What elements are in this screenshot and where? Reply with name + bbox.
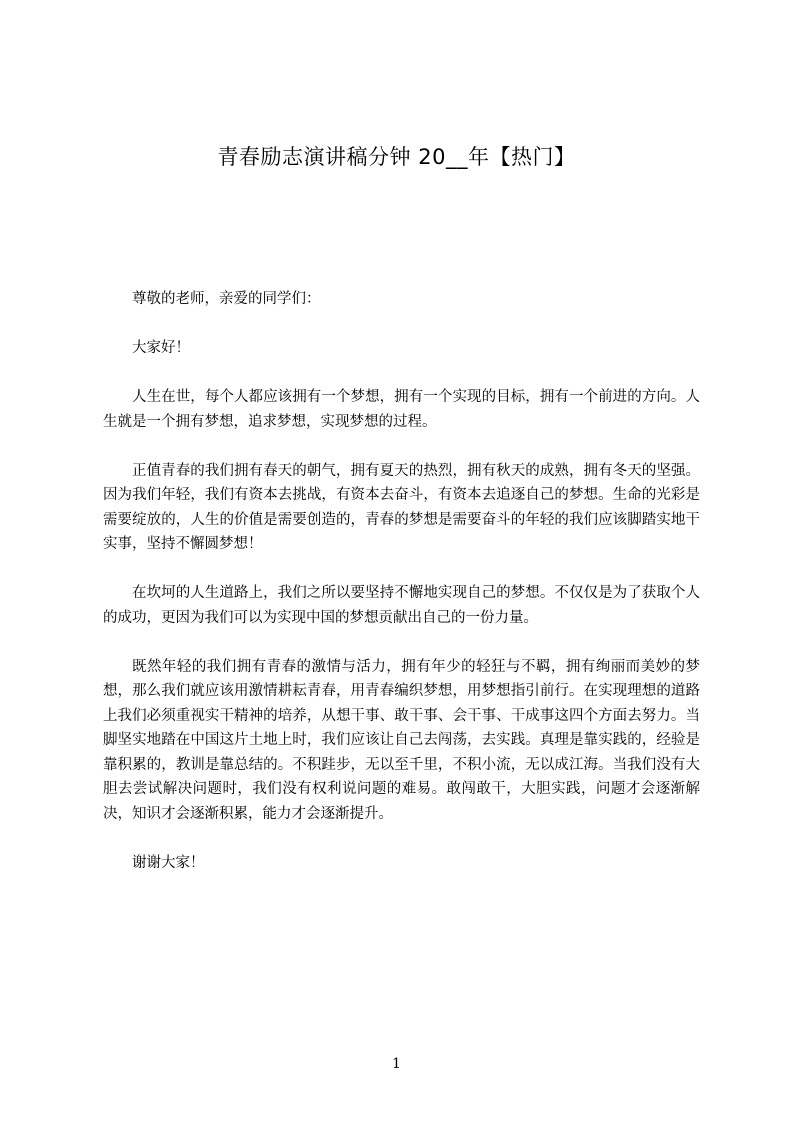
closing-line: 谢谢大家！ — [132, 854, 205, 871]
paragraph-3: 在坎坷的人生道路上，我们之所以要坚持不懈地实现自己的梦想。不仅仅是为了获取个人的成功，更因为我们可以为实现中国的梦想贡献出自己的一份力量。 — [103, 585, 700, 626]
salutation: 尊敬的老师，亲爱的同学们： — [132, 291, 321, 307]
paragraph-2: 正值青春的我们拥有春天的朝气，拥有夏天的热烈，拥有秋天的成熟，拥有冬天的坚强。因为我们年轻，我们有资本去挑战，有资本去奋斗，有资本去追逐自己的梦想。生命的光彩是需要绽放的，人生的价值是需要创造的，青春的梦想是需要奋斗的年轻的我们应该脚踏实地干实事，坚持不懈圆梦想！ — [103, 462, 700, 552]
greeting: 大家好！ — [132, 340, 190, 356]
page-title: 青春励志演讲稿分钟 20__年【热门】 — [217, 145, 576, 169]
speech-body — [103, 287, 700, 900]
paragraph-1: 人生在世，每个人都应该拥有一个梦想，拥有一个实现的目标，拥有一个前进的方向。人生就是一个拥有梦想，追求梦想，实现梦想的过程。 — [103, 389, 700, 430]
paragraph-4: 既然年轻的我们拥有青春的激情与活力，拥有年少的轻狂与不羁，拥有绚丽而美妙的梦想，那么我们就应该用激情耕耘青春，用青春编织梦想，用梦想指引前行。在实现理想的道路上我们必须重视实干精神的培养，从想干事、敢干事、会干事、干成事这四个方面去努力。当脚坚实地踏在中国这片土地上时，我们应该让自己去闯荡，去实践。真理是靠实践的，经验是靠积累的，教训是靠总结的。不积跬步，无以至千里，不积小流，无以成江海。当我们没有大胆去尝试解决问题时，我们没有权利说问题的难易。敢闯敢干，大胆实践，问题才会逐渐解决，知识才会逐渐积累，能力才会逐渐提升。 — [103, 658, 700, 822]
page-number: 1 — [392, 1056, 401, 1072]
